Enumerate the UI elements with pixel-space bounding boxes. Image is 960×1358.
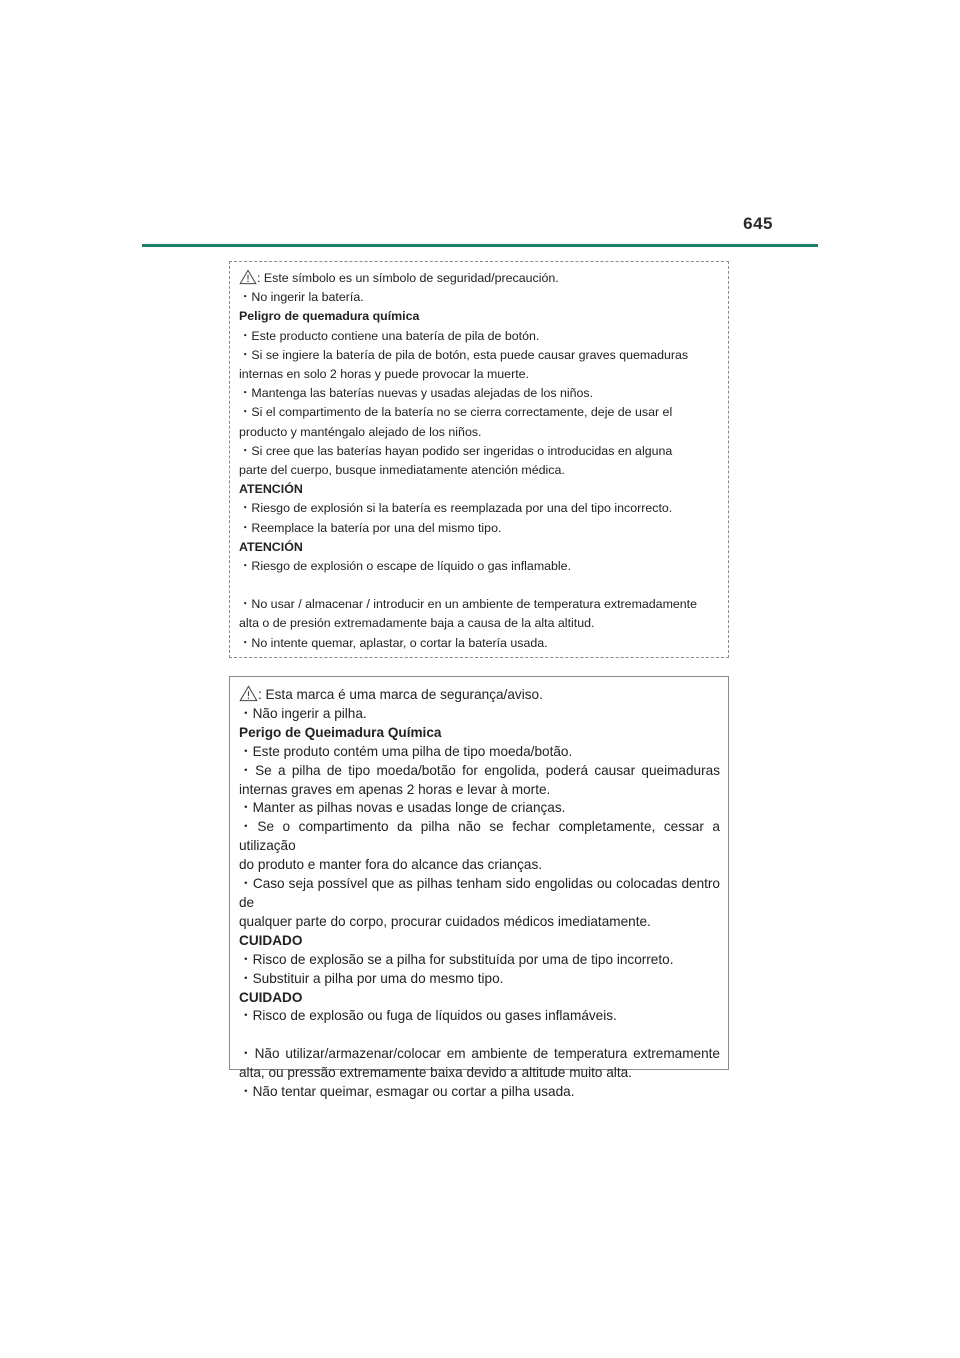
text-line: ・Reemplace la batería por una del mismo tipo. bbox=[239, 520, 502, 535]
page-number: 645 bbox=[743, 214, 773, 233]
text-line: internas graves em apenas 2 horas e levar à morte. bbox=[239, 781, 551, 797]
text-line: ・Substituir a pilha por uma do mesmo tipo. bbox=[239, 970, 504, 986]
text-line: ・Si cree que las baterías hayan podido ser ingeridas o introducidas en alguna bbox=[239, 443, 673, 458]
warning-triangle-icon bbox=[239, 269, 257, 285]
text-line: ・Não ingerir a pilha. bbox=[239, 705, 367, 721]
text-line: ・Se a pilha de tipo moeda/botão for engolida, poderá causar queimaduras bbox=[239, 762, 720, 778]
text-line: producto y manténgalo alejado de los niños. bbox=[239, 424, 482, 439]
spacer bbox=[239, 1026, 720, 1045]
spacer bbox=[239, 576, 718, 595]
section-heading: ATENCIÓN bbox=[239, 482, 303, 497]
spanish-warning-box bbox=[229, 261, 729, 658]
text-line: alta, ou pressão extremamente baixa devido a altitude muito alta. bbox=[239, 1065, 632, 1081]
warning-triangle-icon bbox=[239, 685, 258, 702]
text-line: alta o de presión extremadamente baja a causa de la alta altitud. bbox=[239, 616, 595, 631]
header-rule bbox=[142, 244, 818, 247]
text-line: ・Este producto contiene una batería de pila de botón. bbox=[239, 328, 540, 343]
text-line: ・No ingerir la batería. bbox=[239, 290, 364, 305]
text-line: ・Mantenga las baterías nuevas y usadas alejadas de los niños. bbox=[239, 386, 594, 401]
text-line: ・Risco de explosão se a pilha for substituída por uma de tipo incorreto. bbox=[239, 951, 674, 967]
section-heading: Perigo de Queimadura Química bbox=[239, 724, 442, 740]
section-heading: ATENCIÓN bbox=[239, 539, 303, 554]
text-line: ・Este produto contém uma pilha de tipo moeda/botão. bbox=[239, 743, 573, 759]
section-heading: CUIDADO bbox=[239, 989, 303, 1005]
text-line: do produto e manter fora do alcance das crianças. bbox=[239, 857, 543, 873]
text-line: ・Não utilizar/armazenar/colocar em ambiente de temperatura extremamente bbox=[239, 1046, 720, 1062]
intro-text: : Este símbolo es un símbolo de seguridad/precaución. bbox=[257, 271, 559, 285]
text-line: ・Si se ingiere la batería de pila de botón, esta puede causar graves quemaduras bbox=[239, 347, 689, 362]
text-line: ・Manter as pilhas novas e usadas longe de crianças. bbox=[239, 800, 566, 816]
text-line: qualquer parte do corpo, procurar cuidados médicos imediatamente. bbox=[239, 913, 651, 929]
text-line: ・No usar / almacenar / introducir en un ambiente de temperatura extremadamente bbox=[239, 597, 697, 612]
safety-symbol-intro bbox=[239, 685, 720, 705]
text-line: ・Risco de explosão ou fuga de líquidos ou gases inflamáveis. bbox=[239, 1008, 617, 1024]
text-line: ・No intente quemar, aplastar, o cortar la batería usada. bbox=[239, 635, 548, 650]
section-heading: Peligro de quemadura química bbox=[239, 309, 420, 324]
portuguese-warning-box bbox=[229, 676, 729, 1100]
text-line: ・Riesgo de explosión o escape de líquido o gas inflamable. bbox=[239, 559, 572, 574]
text-line: parte del cuerpo, busque inmediatamente atención médica. bbox=[239, 463, 565, 478]
text-line: ・Si el compartimento de la batería no se cierra correctamente, deje de usar el bbox=[239, 405, 673, 420]
section-heading: CUIDADO bbox=[239, 932, 303, 948]
intro-text: : Esta marca é uma marca de segurança/aviso. bbox=[258, 687, 543, 702]
text-line: ・Se o compartimento da pilha não se fechar completamente, cessar a utilização bbox=[239, 819, 720, 854]
text-line: ・Riesgo de explosión si la batería es reemplazada por una del tipo incorrecto. bbox=[239, 501, 673, 516]
text-line: ・Não tentar queimar, esmagar ou cortar a pilha usada. bbox=[239, 1084, 575, 1100]
text-line: ・Caso seja possível que as pilhas tenham sido engolidas ou colocadas dentro de bbox=[239, 876, 720, 910]
safety-symbol-intro bbox=[239, 269, 718, 288]
text-line: internas en solo 2 horas y puede provocar la muerte. bbox=[239, 367, 529, 382]
